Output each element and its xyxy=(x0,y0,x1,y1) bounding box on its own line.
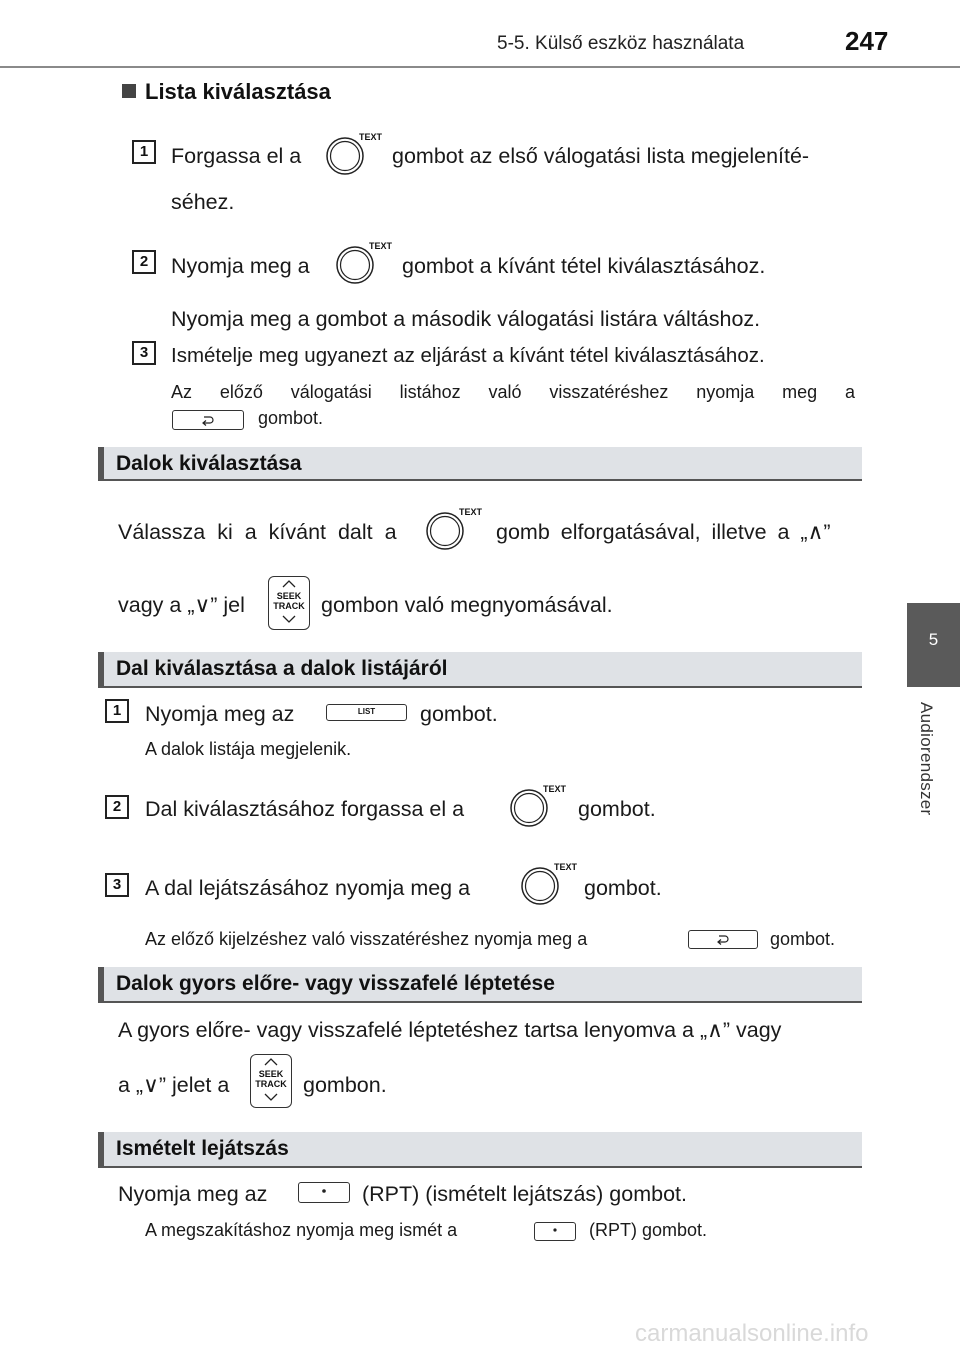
repeat-note-after: (RPT) gombot. xyxy=(589,1220,708,1240)
step2-text-before: Nyomja meg a xyxy=(171,254,310,278)
knob-text-label: TEXT xyxy=(554,862,578,872)
knob-text-label: TEXT xyxy=(459,507,483,517)
section-bar-repeat-title: Ismételt lejátszás xyxy=(116,1137,289,1160)
chapter-title: Audiorendszer xyxy=(917,702,936,816)
step-number: 1 xyxy=(105,699,129,723)
songs-line1-after: gomb elforgatásával, illetve a „∧” xyxy=(496,520,831,544)
section-bar-songs-title: Dalok kiválasztása xyxy=(116,452,302,475)
seek-track-button-icon xyxy=(268,576,310,630)
songs-line2-after: gombon való megnyomásával. xyxy=(321,593,613,617)
track-label: TRACK xyxy=(255,1079,287,1089)
seek-label: SEEK xyxy=(276,591,302,601)
tune-knob-icon xyxy=(509,784,571,828)
step-number: 3 xyxy=(105,873,129,897)
return-arrow-icon xyxy=(173,411,243,428)
step1-text-line2: séhez. xyxy=(171,190,235,214)
song-list-step2-after: gombot. xyxy=(578,797,656,821)
section-bar-repeat xyxy=(98,1132,862,1168)
section-bar-song-list xyxy=(98,652,862,688)
fast-line1: A gyors előre- vagy visszafelé léptetéshez tartsa lenyomva a „∧” vagy xyxy=(118,1018,782,1042)
knob-text-label: TEXT xyxy=(369,241,393,251)
step1-text-before: Forgassa el a xyxy=(171,144,302,168)
chevron-down-icon xyxy=(282,615,296,623)
chapter-number: 5 xyxy=(928,630,939,649)
seek-label: SEEK xyxy=(258,1069,284,1079)
seek-track-button-icon xyxy=(250,1054,292,1108)
song-list-step1-before: Nyomja meg az xyxy=(145,702,295,726)
list-select-note-after: gombot. xyxy=(258,408,324,428)
topic-list-select xyxy=(122,79,331,105)
step-number: 3 xyxy=(132,341,156,365)
repeat-line1-before: Nyomja meg az xyxy=(118,1182,268,1206)
topic-list-select-title: Lista kiválasztása xyxy=(145,79,331,104)
step2-text-line2: Nyomja meg a gombot a második válogatási listára váltáshoz. xyxy=(171,307,761,331)
step2-text-after: gombot a kívánt tétel kiválasztásához. xyxy=(402,254,766,278)
step3-text: Ismételje meg ugyanezt az eljárást a kívánt tétel kiválasztásához. xyxy=(171,344,765,367)
list-select-note: Az előző válogatási listához való visszatéréshez nyomja meg a xyxy=(171,382,855,402)
song-list-step3-after: gombot. xyxy=(584,876,662,900)
songs-line1-before: Válassza ki a kívánt dalt a xyxy=(118,520,397,544)
song-list-step2-before: Dal kiválasztásához forgassa el a xyxy=(145,797,465,821)
chevron-up-icon xyxy=(282,580,296,588)
knob-text-label: TEXT xyxy=(543,784,567,794)
chevron-up-icon xyxy=(264,1058,278,1066)
fast-line2-before: a „∨” jelet a xyxy=(118,1073,230,1097)
step-number: 2 xyxy=(132,250,156,274)
back-button-icon xyxy=(688,930,758,949)
tune-knob-icon xyxy=(425,507,487,551)
dot-icon xyxy=(299,1183,349,1201)
chevron-down-icon xyxy=(264,1093,278,1101)
knob-text-label: TEXT xyxy=(359,132,383,142)
square-bullet-icon xyxy=(122,84,136,98)
repeat-note-before: A megszakításhoz nyomja meg ismét a xyxy=(145,1220,458,1240)
return-arrow-icon xyxy=(689,931,757,947)
page-number: 247 xyxy=(845,26,889,56)
tune-knob-icon xyxy=(520,862,582,906)
header-divider xyxy=(0,66,960,68)
list-button-label: LIST xyxy=(357,707,376,716)
song-list-step1-after: gombot. xyxy=(420,702,498,726)
section-bar-fast-title: Dalok gyors előre- vagy visszafelé léptetése xyxy=(116,972,555,995)
step-number: 2 xyxy=(105,795,129,819)
rpt-button-icon xyxy=(534,1222,576,1241)
rpt-button-icon xyxy=(298,1182,350,1203)
step1-text-after: gombot az első válogatási lista megjeleníté- xyxy=(392,144,810,168)
section-bar-songs xyxy=(98,447,862,481)
repeat-line1-after: (RPT) (ismételt lejátszás) gombot. xyxy=(362,1182,687,1206)
song-list-note-after: gombot. xyxy=(770,929,836,949)
watermark: carmanualsonline.info xyxy=(635,1320,869,1347)
song-list-step3-before: A dal lejátszásához nyomja meg a xyxy=(145,876,471,900)
step-number: 1 xyxy=(132,140,156,164)
song-list-step1-note: A dalok listája megjelenik. xyxy=(145,739,352,759)
dot-icon xyxy=(535,1223,575,1239)
section-title: 5-5. Külső eszköz használata xyxy=(497,33,745,54)
fast-line2-after: gombon. xyxy=(303,1073,387,1097)
list-button-icon xyxy=(326,704,407,721)
song-list-note-before: Az előző kijelzéshez való visszatéréshez nyomja meg a xyxy=(145,929,588,949)
back-button-icon xyxy=(172,410,244,430)
tune-knob-icon xyxy=(335,241,397,285)
track-label: TRACK xyxy=(273,601,305,611)
songs-line2-before: vagy a „∨” jel xyxy=(118,593,245,617)
section-bar-fast xyxy=(98,967,862,1003)
tune-knob-icon xyxy=(325,132,387,176)
section-bar-song-list-title: Dal kiválasztása a dalok listájáról xyxy=(116,657,448,680)
